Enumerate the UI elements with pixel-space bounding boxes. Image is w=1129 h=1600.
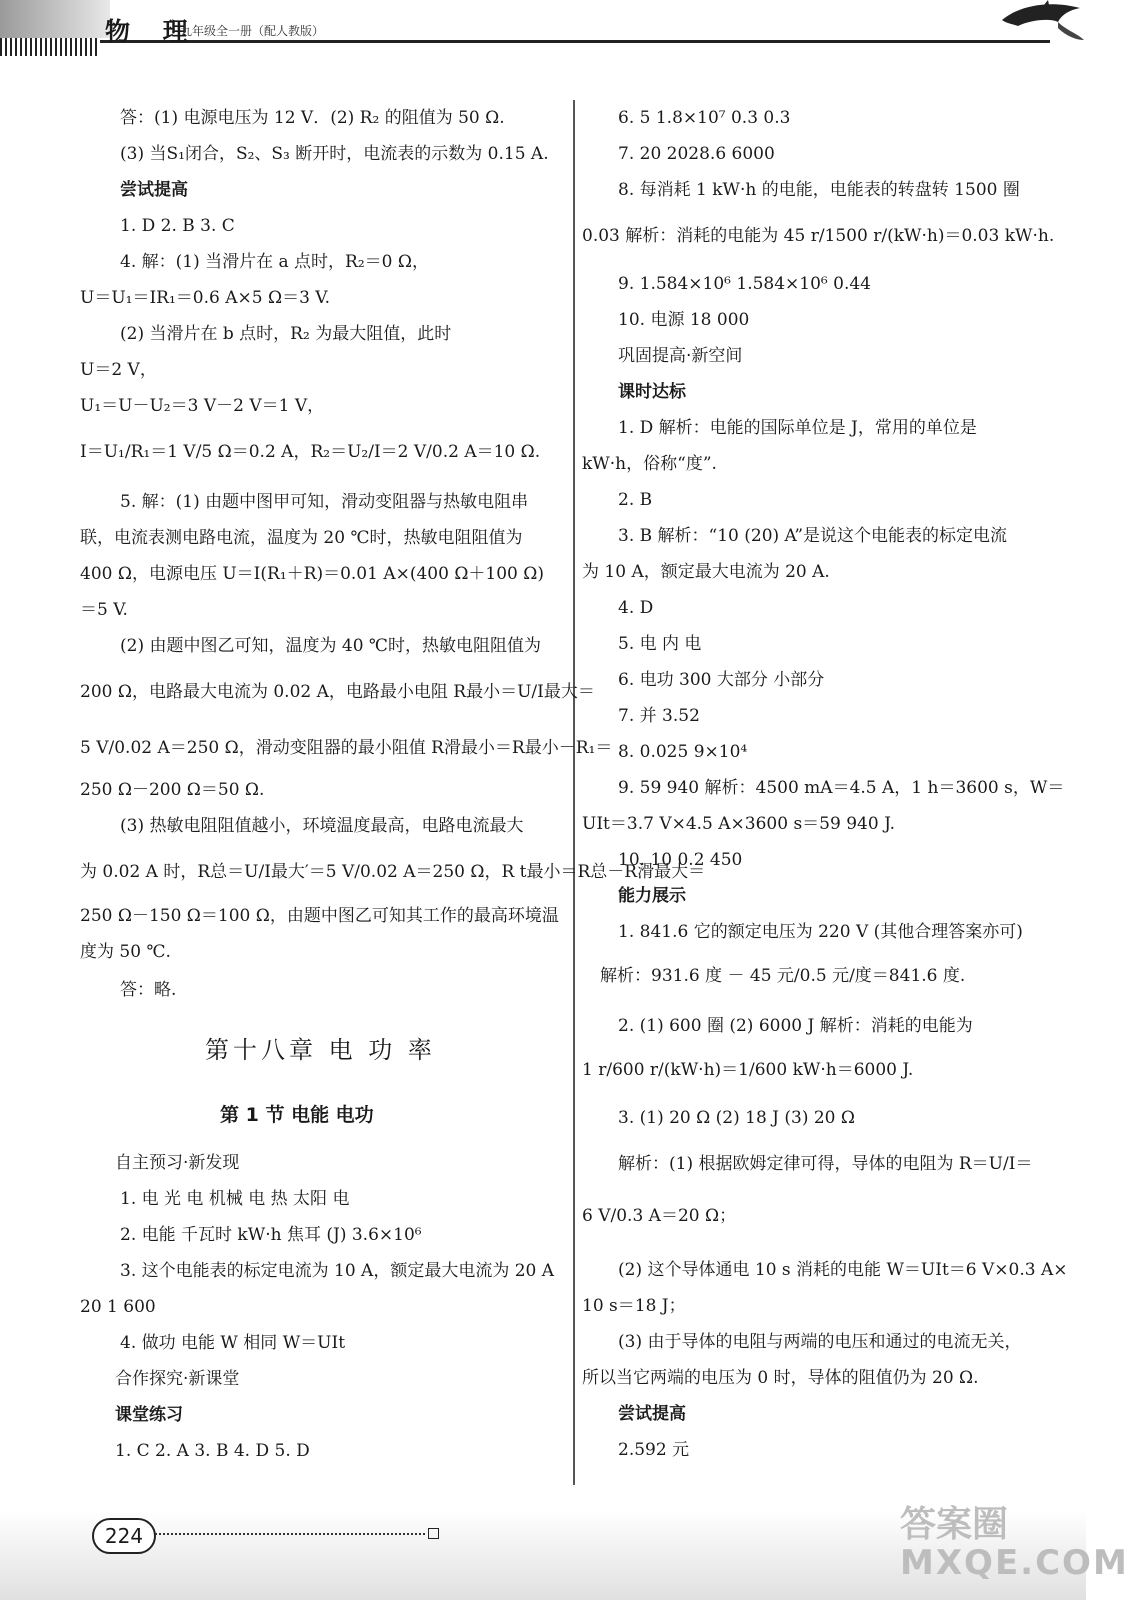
answer-line: 250 Ω－150 Ω＝100 Ω，由题中图乙可知其工作的最高环境温: [80, 906, 559, 926]
page-number: 224: [92, 1518, 156, 1554]
header-stripe-decoration: [0, 38, 100, 56]
answer-line: 9. 1.584×10⁶ 1.584×10⁶ 0.44: [618, 274, 871, 294]
answer-line: (3) 当S₁闭合，S₂、S₃ 断开时，电流表的示数为 0.15 A.: [120, 144, 549, 164]
section-heading: 课时达标: [618, 382, 686, 402]
answer-line: 联，电流表测电路电流，温度为 20 ℃时，热敏电阻阻值为: [80, 528, 523, 548]
answer-line: U＝U₁＝IR₁＝0.6 A×5 Ω＝3 V.: [80, 288, 331, 308]
dolphin-logo-icon: [1000, 0, 1086, 50]
answer-line: (2) 这个导体通电 10 s 消耗的电能 W＝UIt＝6 V×0.3 A×: [618, 1260, 1068, 1280]
answer-line: 6. 5 1.8×10⁷ 0.3 0.3: [618, 108, 791, 128]
answer-line: 6. 电功 300 大部分 小部分: [618, 670, 825, 690]
answer-line: 度为 50 ℃.: [80, 942, 171, 962]
answer-line: (3) 热敏电阻阻值越小，环境温度最高，电路电流最大: [120, 816, 524, 836]
answer-line: 10 s＝18 J；: [582, 1296, 686, 1316]
answer-line: 7. 20 2028.6 6000: [618, 144, 775, 164]
edition-label: 九年级全一册（配人教版）: [180, 24, 325, 38]
answer-line: 10. 电源 18 000: [618, 310, 750, 330]
answer-line: 解析：(1) 根据欧姆定律可得，导体的电阻为 R＝U/I＝: [618, 1154, 1033, 1174]
answer-line: 答：略.: [120, 980, 177, 1000]
answer-line: 答：(1) 电源电压为 12 V．(2) R₂ 的阻值为 50 Ω.: [120, 108, 505, 128]
answer-line: 4. 解：(1) 当滑片在 a 点时，R₂＝0 Ω，: [120, 252, 429, 272]
answer-line: 9. 59 940 解析：4500 mA＝4.5 A，1 h＝3600 s，W＝: [618, 778, 1065, 798]
subsection-heading: 巩固提高·新空间: [618, 346, 743, 366]
answer-line: 4. 做功 电能 W 相同 W＝UIt: [120, 1333, 346, 1353]
watermark-url: MXQE.COM: [900, 1542, 1129, 1583]
subsection-heading: 合作探究·新课堂: [115, 1369, 240, 1389]
answer-line: 1. 电 光 电 机械 电 热 太阳 电: [120, 1189, 350, 1209]
answer-line: 10. 10 0.2 450: [618, 850, 743, 870]
answer-line: kW·h，俗称“度”.: [582, 454, 717, 474]
answer-line: 5 V/0.02 A＝250 Ω，滑动变阻器的最小阻值 R滑最小＝R最小－R₁＝: [80, 738, 613, 758]
answer-line: 250 Ω－200 Ω＝50 Ω.: [80, 780, 265, 800]
column-divider: [573, 100, 575, 1485]
answer-line: 2.592 元: [618, 1440, 690, 1460]
watermark-logo: [900, 1505, 1129, 1582]
answer-line: 1. 841.6 它的额定电压为 220 V (其他合理答案亦可): [618, 922, 1023, 942]
answer-line: 3. 这个电能表的标定电流为 10 A，额定最大电流为 20 A: [120, 1261, 555, 1281]
header-gradient: [0, 0, 110, 38]
answer-line: 8. 0.025 9×10⁴: [618, 742, 748, 762]
answer-line: 1. D 解析：电能的国际单位是 J，常用的单位是: [618, 418, 977, 438]
section-title: 第 1 节 电能 电功: [220, 1104, 374, 1126]
answer-line: (2) 由题中图乙可知，温度为 40 ℃时，热敏电阻阻值为: [120, 636, 541, 656]
answer-line: 20 1 600: [80, 1297, 156, 1317]
answer-line: 2. 电能 千瓦时 kW·h 焦耳 (J) 3.6×10⁶: [120, 1225, 422, 1245]
header-rule: [100, 40, 1050, 43]
section-heading: 能力展示: [618, 886, 686, 906]
answer-line: (3) 由于导体的电阻与两端的电压和通过的电流无关，: [618, 1332, 1022, 1352]
section-heading: 尝试提高: [120, 180, 188, 200]
answer-line: 7. 并 3.52: [618, 706, 700, 726]
answer-line: 3. (1) 20 Ω (2) 18 J (3) 20 Ω: [618, 1108, 855, 1128]
answer-line: ＝5 V.: [80, 600, 128, 620]
answer-line: 8. 每消耗 1 kW·h 的电能，电能表的转盘转 1500 圈: [618, 180, 1020, 200]
footer-square-icon: [428, 1528, 439, 1539]
section-heading: 尝试提高: [618, 1404, 686, 1424]
answer-line: (2) 当滑片在 b 点时，R₂ 为最大阻值，此时: [120, 324, 452, 344]
answer-line: 1. D 2. B 3. C: [120, 216, 235, 236]
answer-line: 1 r/600 r/(kW·h)＝1/600 kW·h＝6000 J.: [582, 1060, 914, 1080]
answer-line: 1. C 2. A 3. B 4. D 5. D: [115, 1441, 310, 1461]
answer-line: 0.03 解析：消耗的电能为 45 r/1500 r/(kW·h)＝0.03 kW·h.: [582, 226, 1055, 246]
answer-line: 5. 解：(1) 由题中图甲可知，滑动变阻器与热敏电阻串: [120, 492, 529, 512]
page-header: [0, 0, 1086, 60]
answer-line: U＝2 V，: [80, 360, 157, 380]
answer-line: 为 10 A，额定最大电流为 20 A.: [582, 562, 830, 582]
answer-line: 4. D: [618, 598, 654, 618]
answer-line: 6 V/0.3 A＝20 Ω；: [582, 1206, 737, 1226]
answer-line: UIt＝3.7 V×4.5 A×3600 s＝59 940 J.: [582, 814, 895, 834]
answer-line: 5. 电 内 电: [618, 634, 702, 654]
chapter-title: 第十八章 电 功 率: [205, 1036, 436, 1064]
section-heading: 课堂练习: [115, 1405, 183, 1425]
subsection-heading: 自主预习·新发现: [115, 1153, 240, 1173]
watermark-text: 答案圈: [900, 1504, 1009, 1545]
answer-line: 所以当它两端的电压为 0 时，导体的阻值仍为 20 Ω.: [582, 1368, 979, 1388]
answer-line: 解析：931.6 度 － 45 元/0.5 元/度＝841.6 度.: [600, 966, 966, 986]
answer-line: I＝U₁/R₁＝1 V/5 Ω＝0.2 A，R₂＝U₂/I＝2 V/0.2 A＝10 Ω.: [80, 442, 541, 462]
footer-dotted-rule: [155, 1533, 425, 1535]
answer-line: 为 0.02 A 时，R总＝U/I最大′＝5 V/0.02 A＝250 Ω，R t最小＝R总－R滑最大＝: [80, 862, 706, 882]
subject-title: 物 理: [105, 17, 200, 46]
answer-line: 400 Ω，电源电压 U＝I(R₁＋R)＝0.01 A×(400 Ω＋100 Ω): [80, 564, 545, 584]
answer-line: 2. (1) 600 圈 (2) 6000 J 解析：消耗的电能为: [618, 1016, 973, 1036]
answer-line: 3. B 解析：“10 (20) A”是说这个电能表的标定电流: [618, 526, 1008, 546]
answer-line: 200 Ω，电路最大电流为 0.02 A，电路最小电阻 R最小＝U/I最大＝: [80, 682, 595, 702]
answer-line: 2. B: [618, 490, 653, 510]
answer-line: U₁＝U－U₂＝3 V－2 V＝1 V，: [80, 396, 325, 416]
